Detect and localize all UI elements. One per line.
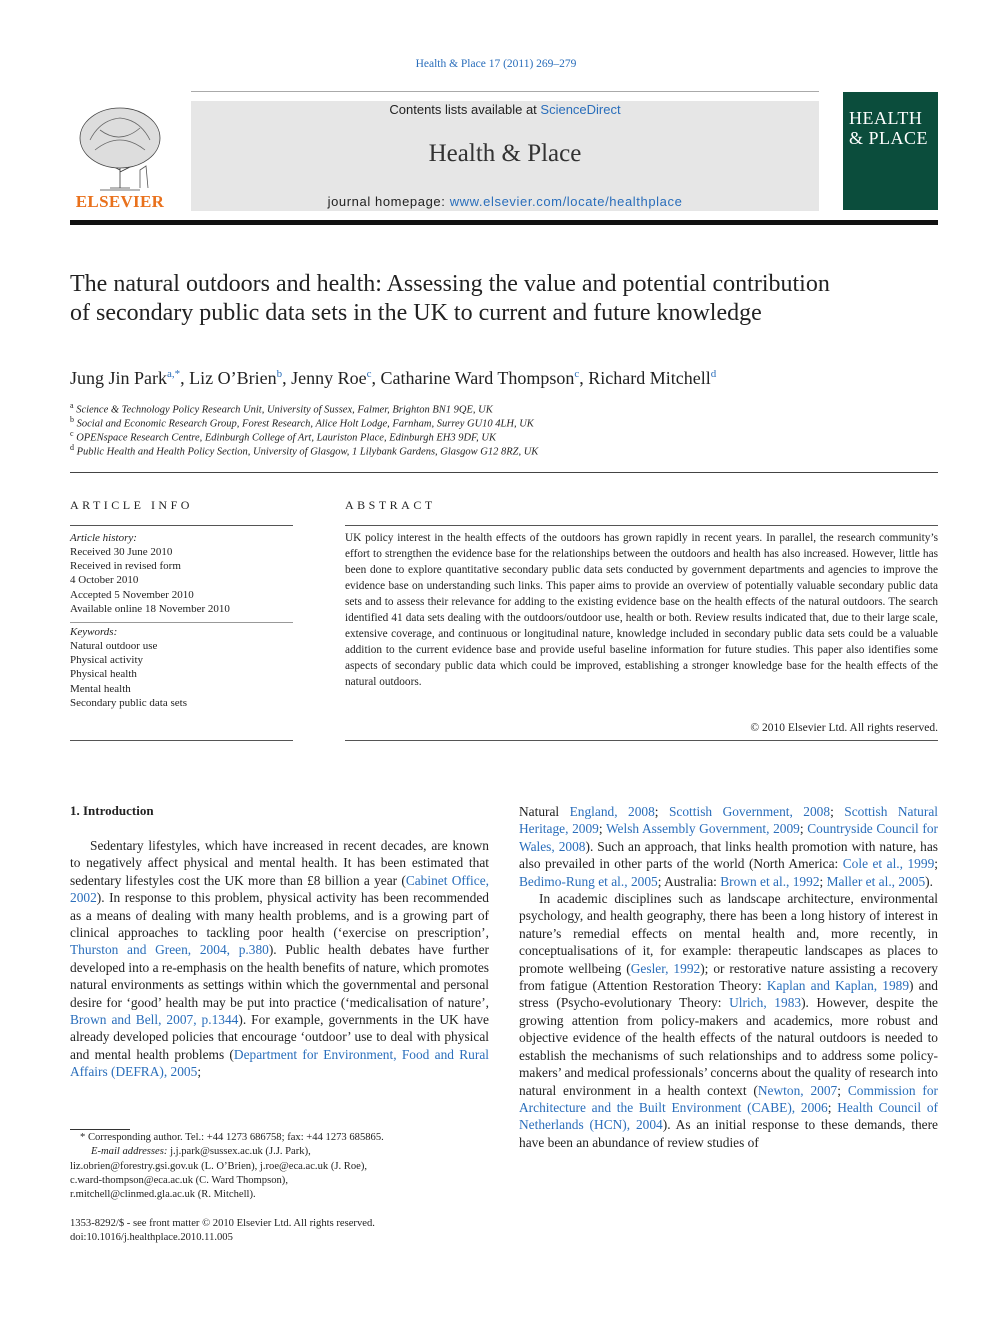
affiliation-d	[70, 443, 538, 458]
citation-link[interactable]: Thurston and Green, 2004, p.380	[70, 942, 269, 958]
email-entry[interactable]: liz.obrien@forestry.gsi.gov.uk (L. O’Brien), j.roe@eca.ac.uk (J. Roe),	[70, 1161, 368, 1172]
citation-link[interactable]: Newton, 2007	[757, 1082, 838, 1098]
history-item: Available online 18 November 2010	[70, 603, 230, 615]
author-name: Liz O’Brien	[189, 368, 277, 388]
history-item: Accepted 5 November 2010	[70, 589, 194, 601]
citation-link[interactable]: Countryside Council for Wales, 2008	[519, 821, 938, 854]
author-affiliation-marker[interactable]: d	[710, 368, 717, 380]
affiliation-text: Social and Economic Research Group, Forest Research, Alice Holt Lodge, Farnham, Surrey GU10 4LH, UK	[76, 418, 534, 430]
sciencedirect-link[interactable]: ScienceDirect	[540, 102, 621, 117]
cover-title-line-1: HEALTH	[849, 108, 923, 128]
citation-link[interactable]: Brown and Bell, 2007, p.1344	[70, 1012, 239, 1028]
article-info-bottom-rule	[70, 740, 293, 741]
body-right-column	[519, 803, 938, 1151]
body-paragraph: Sedentary lifestyles, which have increased in recent decades, are known to negatively affect physical and mental health. It has been estimated that sedentary lifestyles cost the UK more than £8 billion a year (Cabinet Office, 2002). In response to this problem, physical activity has been recommended as a means of dealing with many health problems, and is a growing part of clinical approaches to tackling poor health (‘exercise on prescription’, Thurston and Green, 2004, p.380). Public health debates have further developed into a re-emphasis on the health benefits of nature, which promotes natural environments as settings within which the governmental and personal desire for ‘good’ health may be put into practice (‘medicalisation of nature’, Brown and Bell, 2007, p.1344). For example, governments in the UK have already developed policies that encourage ‘outdoor’ use to deal with physical and mental health problems (Department for Environment, Food and Rural Affairs (DEFRA), 2005;	[70, 838, 489, 1080]
citation-link[interactable]: Bedimo-Rung et al., 2005	[519, 873, 658, 889]
affiliation-text: Public Health and Health Policy Section, University of Glasgow, 1 Lilybank Gardens, Glasgow G12 8RZ, UK	[76, 446, 539, 458]
keyword-item: Secondary public data sets	[70, 697, 187, 709]
journal-reference[interactable]	[0, 58, 992, 70]
journal-cover-thumbnail[interactable]	[843, 92, 938, 210]
author-name: Catharine Ward Thompson	[380, 368, 575, 388]
citation-link[interactable]: Ulrich, 1983	[729, 995, 802, 1011]
citation-link[interactable]: Cabinet Office, 2002	[70, 872, 489, 906]
author-name: Jenny Roe	[291, 368, 367, 388]
citation-link[interactable]: Welsh Assembly Government, 2009	[605, 821, 800, 837]
citation-link[interactable]: Kaplan and Kaplan, 1989	[766, 978, 910, 994]
email-entry[interactable]: j.j.park@sussex.ac.uk (J.J. Park),	[170, 1146, 311, 1157]
affiliation-text: OPENspace Research Centre, Edinburgh College of Art, Lauriston Place, Edinburgh EH3 9DF, UK	[76, 432, 496, 444]
affiliation-marker: b	[70, 415, 74, 424]
body-paragraph: In academic disciplines such as landscape architecture, environmental psychology, and health geography, there has been a long history of interest in nature’s remedial effects on mental health and, more recently, in conceptualisations of it, for example: therapeutic landscapes as places to promote wellbeing (Gesler, 1992); or restorative nature assisting a recovery from fatigue (Attention Restoration Theory: Kaplan and Kaplan, 1989) and stress (Psycho-evolutionary Theory: Ulrich, 1983). However, despite the growing attention from policy-makers and academics, more robust and objective evidence of the health effects of the natural outdoors is needed to establish the mechanisms of such relationships and to address some policy-makers’ and medical professionals’ concerns about the quality of research into natural environment in a health context (Newton, 2007; Commission for Architecture and the Built Environment (CABE), 2006; Health Council of Netherlands (HCN), 2004). As an initial response to these demands, there have been an abundance of review studies of	[519, 891, 938, 1150]
citation-link[interactable]: Brown et al., 1992	[720, 873, 820, 889]
contents-line	[191, 102, 819, 117]
affiliation-marker: d	[70, 443, 74, 452]
author-affiliation-marker[interactable]: c	[574, 368, 580, 380]
cover-title-line-2: & PLACE	[849, 128, 929, 148]
author-affiliation-marker[interactable]: a,*	[167, 368, 181, 380]
author-list: Jung Jin Park$^{a,*}$, Liz O’Brien$^b$, Jenny Roe$^c$, Catharine Ward Thompson$^c$, Richard Mitchell$^d$	[70, 368, 717, 388]
header-divider	[70, 220, 938, 225]
homepage-link[interactable]: www.elsevier.com/locate/healthplace	[449, 194, 683, 209]
author-affiliation-marker[interactable]: b	[276, 368, 283, 380]
keyword-item: Natural outdoor use	[70, 640, 158, 652]
abstract-text: UK policy interest in the health effects of the outdoors has grown rapidly in recent years. In parallel, the research community’s effort to strengthen the evidence base for the relationships between the outdoors and health has also increased. However, little has been done to explore quantitative secondary public data sets conducted by government departments and agencies to improve the evidence base on understanding such links. This paper aims to provide an overview of potentially valuable secondary public data sets and to assess their relevance for adding to the existing evidence base on the health effects of the natural outdoors. The search identified 41 data sets dealing with the outdoors/outdoor use, health or both. Review results indicated that, due to their large scale, extensive coverage, and continuous or longitudinal nature, knowledge included in secondary public data sets could be a valuable addition to the current evidence base and provide useful baseline information for future studies. This paper also identifies some aspects of secondary public data which could be improved, establishing a stronger knowledge base for the health effects of the natural outdoors.	[345, 532, 938, 688]
issn-line: 1353-8292/$ - see front matter © 2010 Elsevier Ltd. All rights reserved.	[70, 1218, 375, 1229]
header-top-rule	[191, 91, 819, 92]
corresponding-author-note: * Corresponding author. Tel.: +44 1273 686758; fax: +44 1273 685865.	[80, 1132, 384, 1143]
citation-link[interactable]: England, 2008	[569, 804, 655, 819]
author-name: Jung Jin Park	[70, 368, 168, 388]
affiliation-marker: c	[70, 429, 74, 438]
email-line	[91, 1145, 311, 1159]
citation-link[interactable]: Department for Environment, Food and Rural Affairs (DEFRA), 2005	[70, 1046, 489, 1080]
body-paragraph: Natural England, 2008; Scottish Government, 2008; Scottish Natural Heritage, 2009; Welsh Assembly Government, 2009; Countryside Council for Wales, 2008). Such an approach, that links health promotion with nature, has also prevailed in other parts of the world (North America: Cole et al., 1999; Bedimo-Rung et al., 2005; Australia: Brown et al., 1992; Maller et al., 2005).	[519, 804, 938, 889]
article-title: The natural outdoors and health: Assessing the value and potential contribution of secondary public data sets in the UK to current and future knowledge	[70, 271, 830, 326]
email-entry[interactable]: r.mitchell@clinmed.gla.ac.uk (R. Mitchell).	[70, 1189, 256, 1200]
homepage-line	[191, 194, 819, 209]
journal-reference-link[interactable]: Health & Place 17 (2011) 269–279	[415, 58, 577, 70]
article-info-rule	[70, 525, 293, 526]
footnote-rule	[70, 1129, 130, 1130]
email-label: E-mail addresses:	[91, 1146, 171, 1157]
keywords-label: Keywords:	[70, 626, 118, 638]
history-item: Received 30 June 2010	[70, 546, 173, 558]
affiliation-c	[70, 429, 496, 444]
citation-link[interactable]: Health Council of Netherlands (HCN), 2004	[519, 1099, 938, 1133]
journal-title: Health & Place	[428, 140, 582, 167]
affiliation-b	[70, 415, 534, 430]
section-heading-introduction: 1. Introduction	[70, 803, 154, 818]
email-entry[interactable]: c.ward-thompson@eca.ac.uk (C. Ward Thompson),	[70, 1175, 288, 1186]
copyright-line: © 2010 Elsevier Ltd. All rights reserved.	[750, 722, 938, 734]
homepage-prefix: journal homepage:	[327, 194, 450, 209]
publication-meta	[70, 1217, 375, 1246]
body-left-column	[70, 837, 489, 1081]
contents-prefix: Contents lists available at	[389, 102, 541, 117]
author-affiliation-marker[interactable]: c	[366, 368, 372, 380]
citation-link[interactable]: Maller et al., 2005	[826, 873, 926, 889]
affiliation-marker: a	[70, 401, 74, 410]
citation-link[interactable]: Scottish Government, 2008	[668, 804, 831, 819]
affiliation-a	[70, 401, 493, 416]
affiliation-text: Science & Technology Policy Research Unit, University of Sussex, Falmer, Brighton BN1 9QE, UK	[76, 404, 493, 416]
keywords-rule	[70, 622, 293, 623]
author-name: Richard Mitchell	[588, 368, 711, 388]
abstract-rule	[345, 525, 938, 526]
keyword-item: Physical activity	[70, 654, 144, 666]
citation-link[interactable]: Gesler, 1992	[630, 960, 701, 976]
keyword-item: Mental health	[70, 683, 131, 695]
citation-link[interactable]: Scottish Natural Heritage, 2009	[519, 804, 938, 837]
keyword-item: Physical health	[70, 668, 137, 680]
affiliation-divider	[70, 472, 938, 473]
abstract-heading: ABSTRACT	[345, 498, 436, 512]
elsevier-wordmark: ELSEVIER	[75, 192, 165, 211]
citation-link[interactable]: Commission for Architecture and the Built Environment (CABE), 2006	[519, 1082, 938, 1115]
history-item: Received in revised form	[70, 560, 181, 572]
history-item: 4 October 2010	[70, 574, 139, 586]
history-label: Article history:	[70, 532, 137, 544]
article-info-heading: ARTICLE INFO	[70, 498, 193, 512]
citation-link[interactable]: Cole et al., 1999	[842, 856, 935, 872]
doi-line[interactable]: doi:10.1016/j.healthplace.2010.11.005	[70, 1232, 233, 1244]
abstract-bottom-rule	[345, 740, 938, 741]
